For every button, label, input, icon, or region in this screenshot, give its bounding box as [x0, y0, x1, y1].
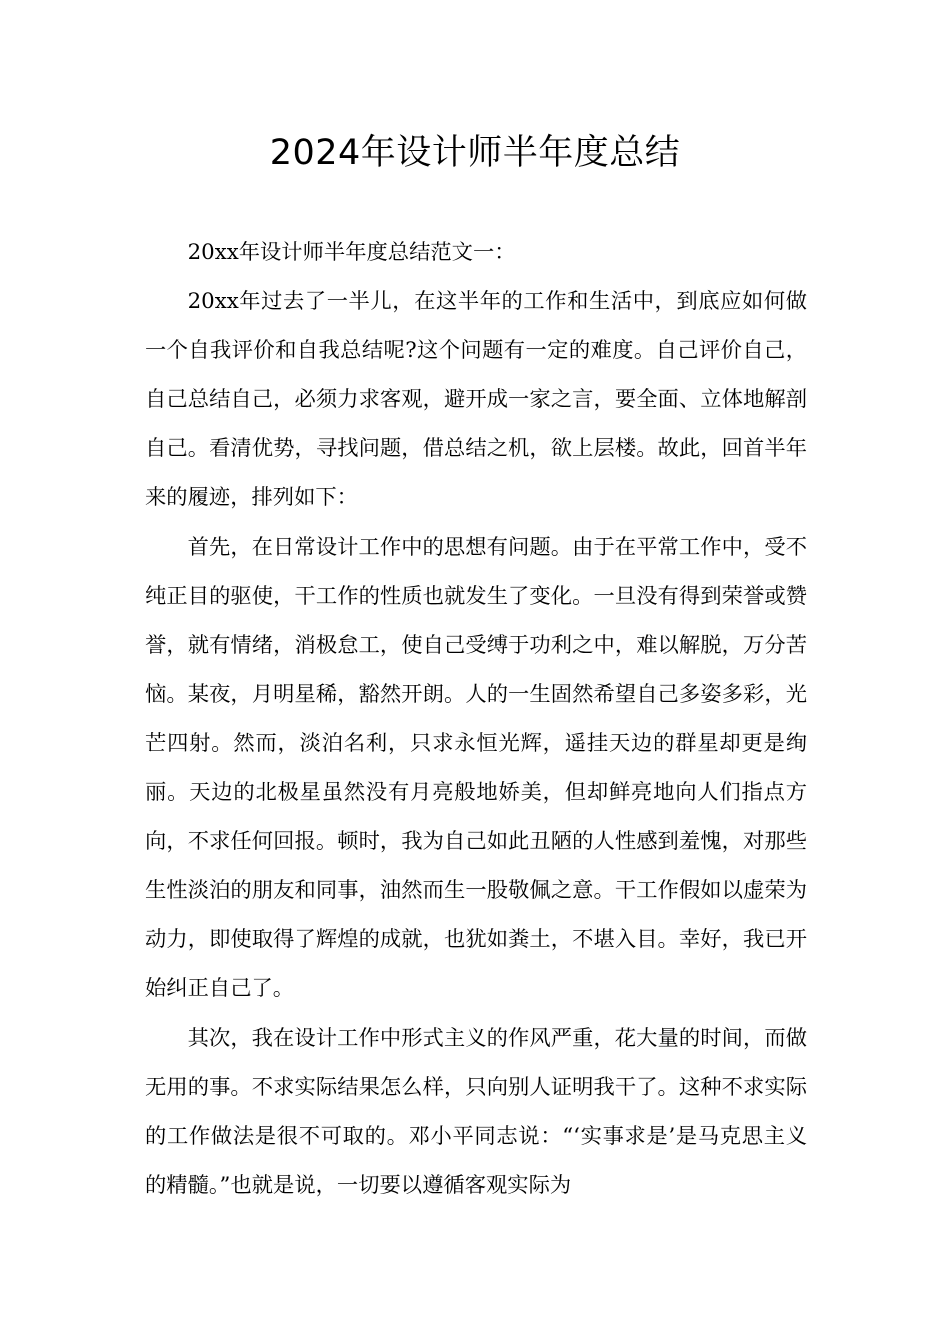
paragraph-heading: 20xx年设计师半年度总结范文一： [187, 240, 516, 265]
document-body [145, 228, 807, 1210]
paragraph: 20xx年过去了一半儿，在这半年的工作和生活中，到底应如何做一个自我评价和自我总结呢?这个问题有一定的难度。自己评价自己，自己总结自己，必须力求客观，避开成一家之言，要全面、立体地解剖自己。看清优势，寻找问题，借总结之机，欲上层楼。故此，回首半年来的履迹，排列如下： [145, 289, 807, 511]
paragraph: 其次，我在设计工作中形式主义的作风严重，花大量的时间，而做无用的事。不求实际结果怎么样，只向别人证明我干了。这种不求实际的工作做法是很不可取的。邓小平同志说：“‘实事求是’是马克思主义的精髓。”也就是说，一切要以遵循客观实际为 [145, 1025, 807, 1198]
paragraph: 首先，在日常设计工作中的思想有问题。由于在平常工作中，受不纯正目的驱使，干工作的性质也就发生了变化。一旦没有得到荣誉或赞誉，就有情绪，消极怠工，使自己受缚于功利之中，难以解脱，万分苦恼。某夜，月明星稀，豁然开朗。人的一生固然希望自己多姿多彩，光芒四射。然而，淡泊名利，只求永恒光辉，遥挂天边的群星却更是绚丽。天边的北极星虽然没有月亮般地娇美，但却鲜亮地向人们指点方向，不求任何回报。顿时，我为自己如此丑陋的人性感到羞愧，对那些生性淡泊的朋友和同事，油然而生一股敬佩之意。干工作假如以虚荣为动力，即使取得了辉煌的成就，也犹如粪土，不堪入目。幸好，我已开始纠正自己了。 [145, 534, 807, 1002]
document-title: 2024年设计师半年度总结 [269, 133, 681, 173]
